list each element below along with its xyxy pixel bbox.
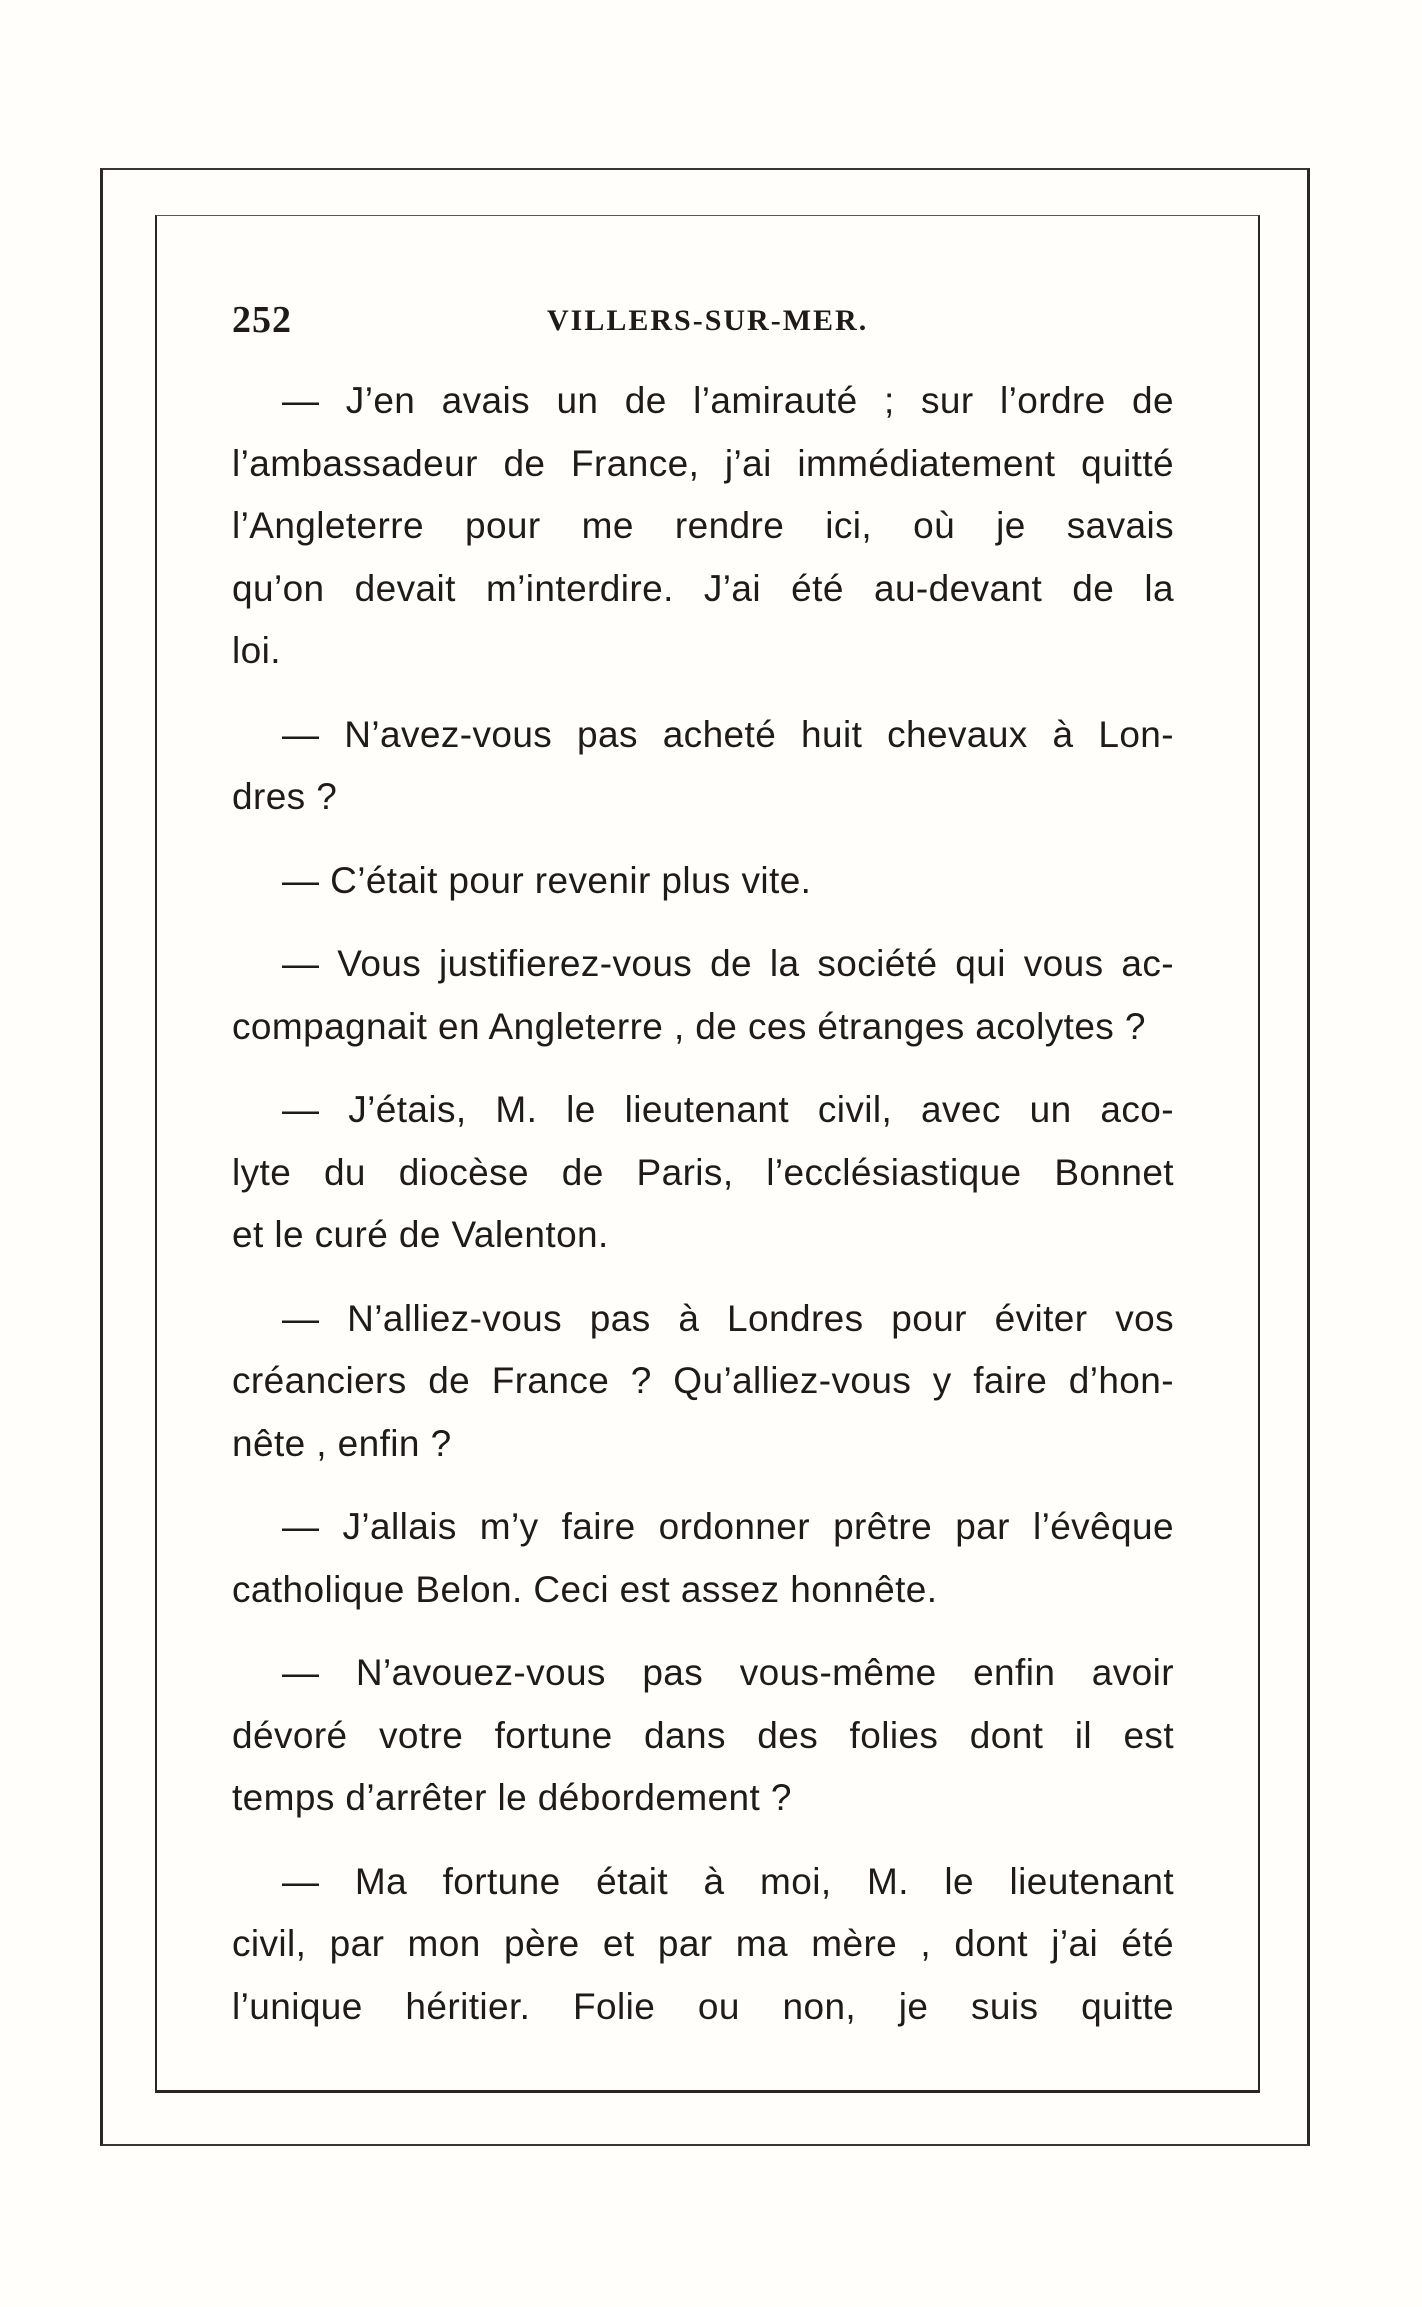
text-line: loi.: [232, 630, 281, 671]
text-line: lyte du diocèse de Paris, l’ecclésiastique Bonnet: [232, 1151, 1174, 1193]
text-line: temps d’arrêter le débordement ?: [232, 1777, 792, 1818]
page-number: 252: [232, 299, 292, 341]
text-line: — Vous justifierez-vous de la société qui vous ac-: [282, 943, 1174, 984]
running-head: [232, 298, 1192, 348]
dialogue-paragraph: [232, 1496, 1174, 1621]
text-line: — N’avouez-vous pas vous-même enfin avoir: [282, 1652, 1174, 1693]
text-line: — J’en avais un de l’amirauté ; sur l’ordre de: [282, 380, 1174, 421]
text-line: — J’étais, M. le lieutenant civil, avec un aco-: [282, 1089, 1174, 1130]
dialogue-paragraph: [232, 704, 1174, 829]
text-line: dres ?: [232, 776, 338, 817]
text-line: civil, par mon père et par ma mère , dont j’ai été: [232, 1923, 1174, 1964]
text-line: — N’avez-vous pas acheté huit chevaux à Lon-: [282, 713, 1174, 755]
text-line: créanciers de France ? Qu’alliez-vous y faire d’hon-: [232, 1360, 1174, 1401]
dialogue-paragraph: [232, 1288, 1174, 1476]
text-line: dévoré votre fortune dans des folies dont il est: [232, 1714, 1174, 1756]
dialogue-paragraph: [232, 370, 1174, 683]
text-line: compagnait en Angleterre , de ces étranges acolytes ?: [232, 1005, 1146, 1047]
text-line: catholique Belon. Ceci est assez honnête.: [232, 1568, 938, 1610]
text-line: et le curé de Valenton.: [232, 1214, 609, 1255]
text-line: l’ambassadeur de France, j’ai immédiatement quitté: [232, 442, 1174, 484]
dialogue-paragraph: [232, 933, 1174, 1058]
dialogue-paragraph: [232, 1851, 1174, 2039]
text-line: — J’allais m’y faire ordonner prêtre par l’évêque: [282, 1506, 1174, 1547]
text-line: — C’était pour revenir plus vite.: [282, 859, 812, 901]
dialogue-paragraph: [232, 850, 1174, 913]
text-line: l’Angleterre pour me rendre ici, où je savais: [232, 505, 1174, 546]
text-line: nête , enfin ?: [232, 1422, 452, 1464]
running-title: VILLERS-SUR-MER.: [547, 304, 869, 337]
dialogue-paragraph: [232, 1642, 1174, 1830]
body-text: [232, 370, 1174, 2059]
text-line: — N’alliez-vous pas à Londres pour éviter vos: [282, 1297, 1174, 1339]
dialogue-paragraph: [232, 1079, 1174, 1267]
text-line: — Ma fortune était à moi, M. le lieutenant: [282, 1860, 1174, 1902]
text-line: l’unique héritier. Folie ou non, je suis quitte: [232, 1985, 1174, 2027]
text-line: qu’on devait m’interdire. J’ai été au-devant de la: [232, 567, 1174, 609]
